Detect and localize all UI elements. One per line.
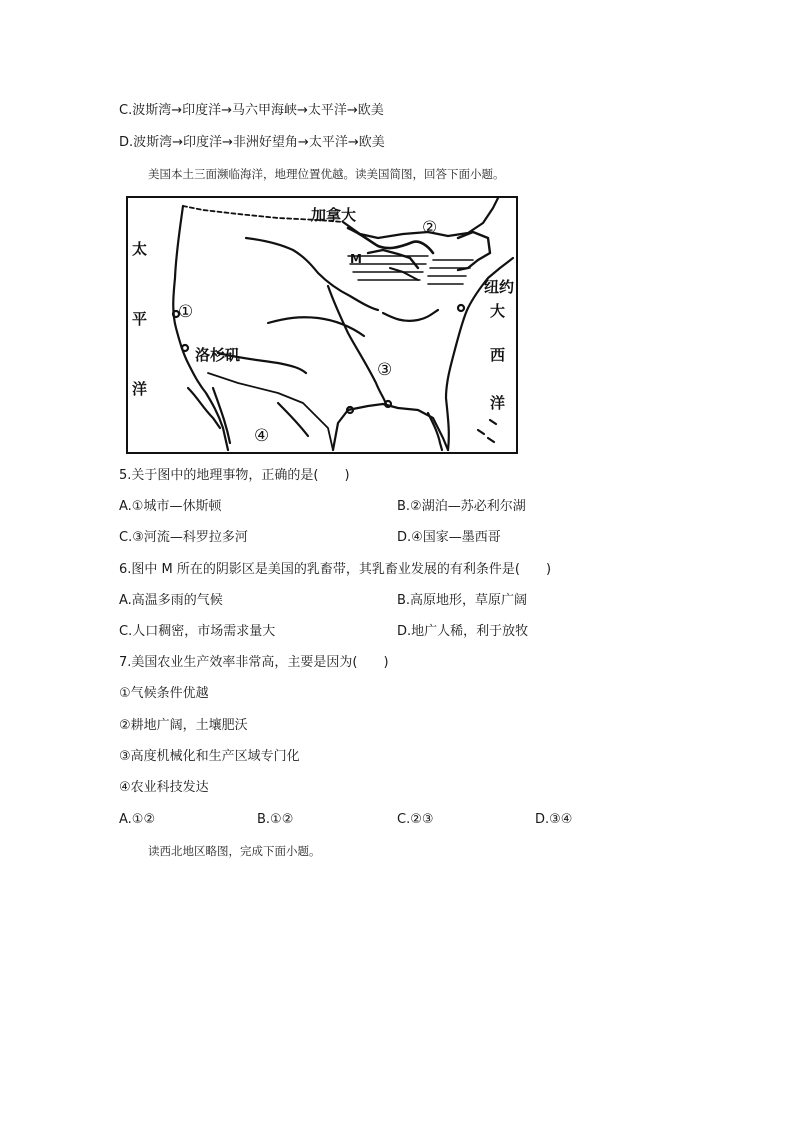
marker-2: ② bbox=[422, 218, 438, 238]
q7-statement-3: ③高度机械化和生产区域专门化 bbox=[119, 749, 300, 764]
label-atlantic-3: 洋 bbox=[490, 394, 506, 412]
option-d-prev: D.波斯湾→印度洋→非洲好望角→太平洋→欧美 bbox=[119, 135, 385, 150]
map-intro-text: 美国本土三面濒临海洋，地理位置优越。读美国简图，回答下面小题。 bbox=[148, 167, 505, 181]
q6-option-c: C.人口稠密，市场需求量大 bbox=[119, 624, 276, 639]
q5-option-c: C.③河流—科罗拉多河 bbox=[119, 530, 248, 545]
option-c-prev: C.波斯湾→印度洋→马六甲海峡→太平洋→欧美 bbox=[119, 103, 384, 118]
q7-statement-1: ①气候条件优越 bbox=[119, 686, 209, 701]
label-pacific-1: 太 bbox=[132, 240, 148, 258]
label-canada: 加拿大 bbox=[311, 206, 357, 224]
label-atlantic-2: 西 bbox=[490, 346, 506, 364]
label-atlantic-1: 大 bbox=[490, 302, 506, 320]
q7-option-d: D.③④ bbox=[535, 812, 573, 827]
q6-stem: 6.图中 M 所在的阴影区是美国的乳畜带，其乳畜业发展的有利条件是( ) bbox=[119, 562, 552, 577]
q7-option-a: A.①② bbox=[119, 812, 156, 827]
label-m: M bbox=[350, 252, 362, 266]
q6-option-b: B.高原地形，草原广阔 bbox=[397, 593, 528, 608]
label-pacific-3: 洋 bbox=[132, 380, 148, 398]
northwest-intro-text: 读西北地区略图，完成下面小题。 bbox=[148, 844, 321, 858]
q7-option-b: B.①② bbox=[257, 812, 294, 827]
q5-option-d: D.④国家—墨西哥 bbox=[397, 530, 501, 545]
usa-map bbox=[126, 196, 518, 454]
q7-option-c: C.②③ bbox=[397, 812, 434, 827]
q5-stem: 5.关于图中的地理事物，正确的是( ) bbox=[119, 468, 350, 483]
q5-option-b: B.②湖泊—苏必利尔湖 bbox=[397, 499, 526, 514]
q6-option-a: A.高温多雨的气候 bbox=[119, 593, 223, 608]
label-los-angeles: 洛杉矶 bbox=[195, 346, 241, 364]
marker-3: ③ bbox=[377, 360, 393, 380]
marker-4: ④ bbox=[254, 426, 270, 446]
q7-statement-4: ④农业科技发达 bbox=[119, 780, 209, 795]
q6-option-d: D.地广人稀，利于放牧 bbox=[397, 624, 529, 639]
label-new-york: 纽约 bbox=[484, 278, 515, 296]
usa-map-outline bbox=[128, 198, 516, 452]
q7-stem: 7.美国农业生产效率非常高，主要是因为( ) bbox=[119, 655, 389, 670]
marker-1: ① bbox=[178, 302, 194, 322]
q5-option-a: A.①城市—休斯顿 bbox=[119, 499, 222, 514]
q7-statement-2: ②耕地广阔，土壤肥沃 bbox=[119, 718, 248, 733]
label-pacific-2: 平 bbox=[132, 310, 148, 328]
